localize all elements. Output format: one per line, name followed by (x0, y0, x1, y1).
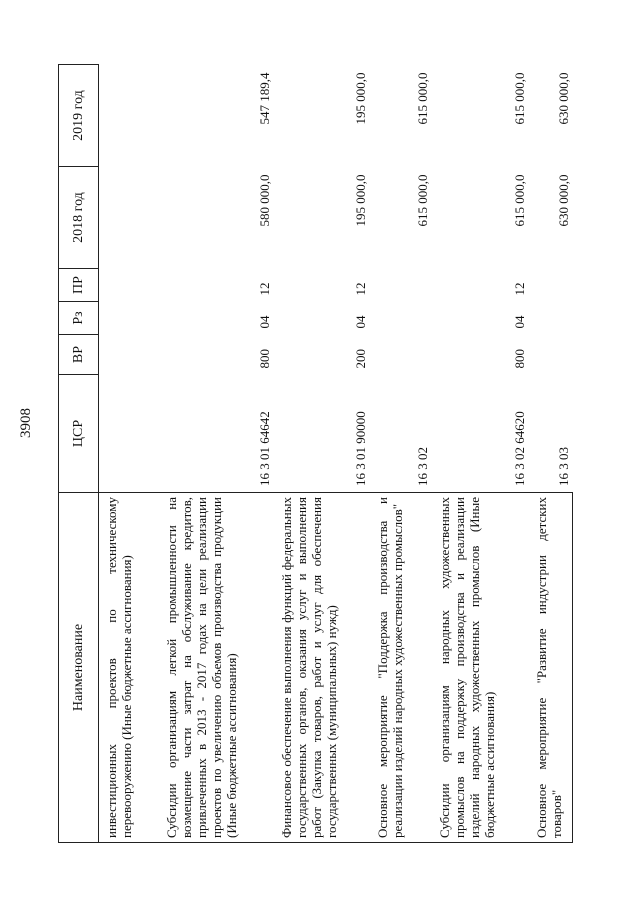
header-2019: 2019 год (59, 65, 99, 167)
row-2019 (99, 65, 159, 167)
row-2018: 615 000,0 (511, 174, 527, 227)
row-vr: 800 (256, 349, 272, 369)
row-rz (529, 302, 573, 335)
row-2019: 195 000,0 (352, 72, 368, 125)
row-pr (370, 269, 432, 302)
row-vr: 800 (511, 349, 527, 369)
row-2018: 630 000,0 (555, 174, 571, 227)
table-row (432, 65, 529, 843)
row-2018: 580 000,0 (256, 174, 272, 227)
row-vr (529, 335, 573, 375)
row-name: Субсидии организациям народных художественных промыслов на поддержку производства и реализации изделий народных художественных промыслов (Иные бюджетные ассигнования) (432, 493, 529, 843)
row-pr (529, 269, 573, 302)
header-vr: ВР (59, 335, 99, 375)
row-pr (99, 269, 159, 302)
row-name: Субсидии организациям легкой промышленности на возмещение части затрат на обслуживание кредитов, привлеченных в 2013 - 2017 годах на цели реализации проектов по увеличению объемов производства продукции (Иные бюджетные ассигнования) (159, 493, 274, 843)
row-csr: 16 3 03 (555, 447, 571, 486)
row-2019: 547 189,4 (256, 72, 272, 125)
header-pr: ПР (59, 269, 99, 302)
header-2018: 2018 год (59, 167, 99, 269)
row-2019: 630 000,0 (555, 72, 571, 125)
row-csr: 16 3 02 (414, 447, 430, 486)
table-header-row (59, 65, 99, 843)
header-csr: ЦСР (59, 375, 99, 493)
row-vr (99, 335, 159, 375)
row-csr: 16 3 01 90000 (352, 411, 368, 486)
budget-table-sheet (58, 65, 578, 843)
row-2019: 615 000,0 (414, 72, 430, 125)
row-csr (99, 375, 159, 493)
row-pr: 12 (352, 282, 368, 296)
row-2019: 615 000,0 (511, 72, 527, 125)
row-pr: 12 (256, 282, 272, 296)
row-2018: 615 000,0 (414, 174, 430, 227)
table-row (274, 65, 370, 843)
row-name: инвестиционных проектов по техническому перевооружению (Иные бюджетные ассигнования) (99, 493, 159, 843)
table-row (529, 65, 573, 843)
row-name: Основное мероприятие "Развитие индустрии детских товаров" (529, 493, 573, 843)
table-row (159, 65, 274, 843)
header-name: Наименование (59, 493, 99, 843)
row-rz (370, 302, 432, 335)
row-csr: 16 3 02 64620 (511, 411, 527, 486)
table-row (99, 65, 159, 843)
page-number: 3908 (18, 408, 34, 438)
row-2018 (99, 167, 159, 269)
header-rz: Рз (59, 302, 99, 335)
row-vr (370, 335, 432, 375)
row-rz: 04 (352, 315, 368, 329)
row-rz: 04 (511, 315, 527, 329)
row-rz (99, 302, 159, 335)
table-row (370, 65, 432, 843)
row-name: Финансовое обеспечение выполнения функций федеральных государственных органов, оказания услуг и выполнения работ (Закупка товаров, работ и услуг для обеспечения государственных (муниципальных) нужд) (274, 493, 370, 843)
row-pr: 12 (511, 282, 527, 296)
row-2018: 195 000,0 (352, 174, 368, 227)
budget-table (58, 64, 573, 843)
row-csr: 16 3 01 64642 (256, 411, 272, 486)
row-rz: 04 (256, 315, 272, 329)
row-name: Основное мероприятие "Поддержка производства и реализации изделий народных художественных промыслов" (370, 493, 432, 843)
row-vr: 200 (352, 349, 368, 369)
